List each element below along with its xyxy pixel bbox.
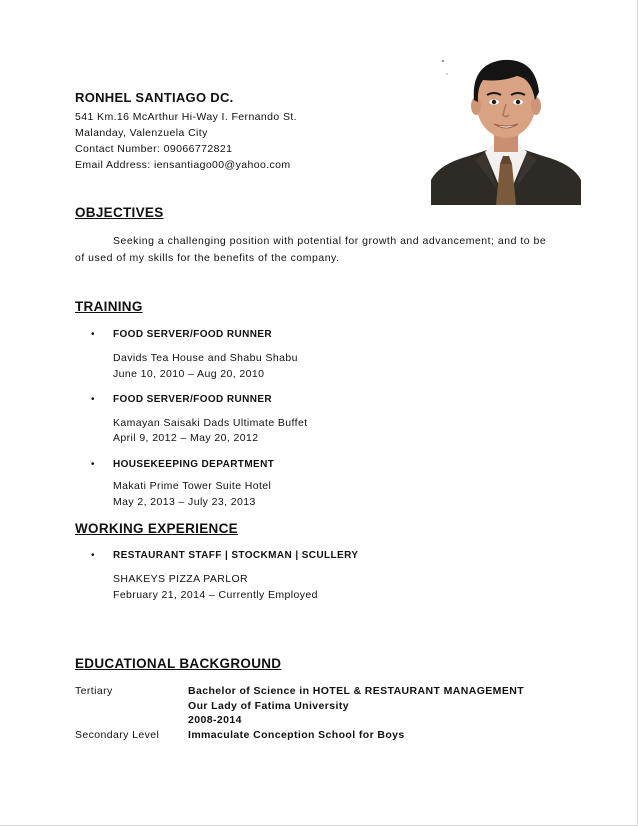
training-item-place: Davids Tea House and Shabu Shabu: [113, 352, 298, 364]
experience-item-place: SHAKEYS PIZZA PARLOR: [113, 573, 249, 585]
training-item-place: Makati Prime Tower Suite Hotel: [113, 480, 272, 492]
experience-item-dates: February 21, 2014 – Currently Employed: [113, 589, 318, 601]
training-item-title: FOOD SERVER/FOOD RUNNER: [113, 394, 273, 405]
bullet-icon: •: [91, 329, 95, 340]
education-heading: EDUCATIONAL BACKGROUND: [75, 656, 282, 671]
objectives-text: [75, 233, 565, 267]
secondary-school: Immaculate Conception School for Boys: [188, 729, 405, 741]
bullet-icon: •: [91, 394, 95, 405]
training-item-dates: June 10, 2010 – Aug 20, 2010: [113, 368, 265, 380]
experience-heading: WORKING EXPERIENCE: [75, 521, 238, 536]
training-item-dates: April 9, 2012 – May 20, 2012: [113, 432, 259, 444]
training-item-title: FOOD SERVER/FOOD RUNNER: [113, 329, 273, 340]
tertiary-course: Bachelor of Science in HOTEL & RESTAURANT MANAGEMENT: [188, 685, 525, 697]
training-heading: TRAINING: [75, 299, 143, 314]
address-line-2: Malanday, Valenzuela City: [75, 127, 208, 139]
contact-block: [75, 109, 297, 173]
email-address: Email Address: iensantiago00@yahoo.com: [75, 159, 291, 171]
training-item-place: Kamayan Saisaki Dads Ultimate Buffet: [113, 417, 308, 429]
objectives-heading: OBJECTIVES: [75, 205, 164, 220]
objectives-line-1: Seeking a challenging position with potential for growth and advancement; and to be: [113, 235, 547, 247]
objectives-line-2: of used of my skills for the benefits of the company.: [75, 252, 340, 264]
training-item-title: HOUSEKEEPING DEPARTMENT: [113, 459, 275, 470]
tertiary-years: 2008-2014: [188, 714, 242, 726]
experience-item-title: RESTAURANT STAFF | STOCKMAN | SCULLERY: [113, 550, 359, 561]
training-item-dates: May 2, 2013 – July 23, 2013: [113, 496, 256, 508]
tertiary-school: Our Lady of Fatima University: [188, 700, 349, 712]
secondary-label: Secondary Level: [75, 729, 160, 741]
address-line-1: 541 Km.16 McArthur Hi-Way I. Fernando St.: [75, 111, 298, 123]
applicant-photo: [431, 52, 581, 205]
bullet-icon: •: [91, 459, 95, 470]
applicant-name: RONHEL SANTIAGO DC.: [75, 90, 234, 105]
tertiary-label: Tertiary: [75, 685, 113, 697]
portrait-illustration: [431, 52, 581, 205]
contact-number: Contact Number: 09066772821: [75, 143, 233, 155]
bullet-icon: •: [91, 550, 95, 561]
